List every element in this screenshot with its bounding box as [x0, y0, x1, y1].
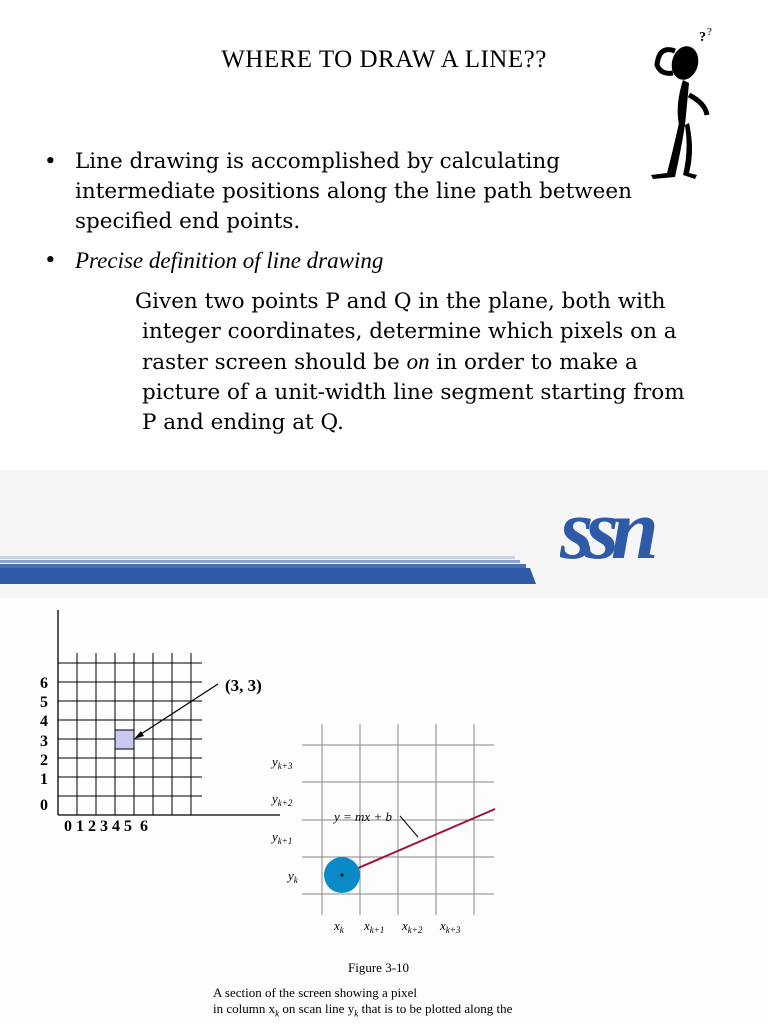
highlighted-pixel: [115, 730, 134, 749]
svg-text:xk+3: $x_{k+3}$: [440, 918, 461, 935]
svg-text:ssn: ssn: [560, 494, 651, 566]
svg-text:xk+1: $x_{k+1}$: [364, 918, 385, 935]
bullet-2-text: Precise definition of line drawing: [75, 248, 384, 273]
definition-line-2: integer coordinates, determine which pixels on a: [142, 319, 677, 344]
svg-text:?: ?: [707, 26, 712, 38]
grid-lines: [58, 610, 280, 815]
caption-rest: that is to be plotted along the: [358, 1001, 513, 1016]
svg-text:?: ?: [699, 30, 706, 45]
svg-text:1: 1: [40, 771, 48, 788]
svg-text:4: 4: [40, 713, 48, 730]
x-axis-labels: 0 1 2 3 4 5 6: [64, 818, 148, 835]
definition-line-3-post: in order to make a: [429, 350, 638, 375]
definition-emphasis: on: [406, 349, 430, 374]
bullet-dot: •: [44, 248, 57, 273]
x-column-labels: [333, 918, 461, 935]
figure-caption: [213, 985, 633, 1022]
callout-label: (3, 3): [225, 676, 262, 695]
definition-line-1: Given two points P and Q in the plane, both with: [135, 289, 666, 314]
caption-line-1: A section of the screen showing a pixel: [213, 985, 417, 1000]
definition-line-5: P and ending at Q.: [142, 410, 344, 435]
equation-pointer: [400, 816, 418, 837]
svg-text:5: 5: [40, 694, 48, 711]
svg-text:yk+1: $y_{k+1}$: [272, 829, 293, 846]
svg-text:yk+2: $y_{k+2}$: [272, 791, 293, 808]
callout-arrow: [138, 684, 218, 736]
y-scan-labels: [270, 754, 299, 885]
svg-text:xk: $x_k$: [334, 918, 344, 935]
slide-title: WHERE TO DRAW A LINE??: [221, 46, 547, 73]
svg-text:yk: $y_k$: [288, 868, 298, 885]
svg-text:yk+3: $y_{k+3}$: [272, 754, 293, 771]
svg-text:xk+2: $x_{k+2}$: [402, 918, 423, 935]
definition-line-3: [135, 347, 735, 378]
definition-line-3-pre: raster screen should be: [142, 350, 407, 375]
caption-column: in column x: [213, 1001, 276, 1016]
bullet-dot: •: [44, 149, 57, 174]
y-axis-labels: [40, 675, 48, 814]
definition-paragraph: [135, 287, 735, 438]
caption-scanline: on scan line y: [279, 1001, 355, 1016]
ssn-logo: [560, 494, 730, 566]
svg-text:0: 0: [40, 797, 48, 814]
svg-text:6: 6: [40, 675, 48, 692]
definition-line-4: picture of a unit-width line segment starting from: [142, 380, 685, 405]
bullet-1-text: Line drawing is accomplished by calculating intermediate positions along the line path between specified end points.: [75, 149, 632, 234]
svg-text:2: 2: [40, 752, 48, 769]
svg-text:3: 3: [40, 733, 48, 750]
figure-label: Figure 3-10: [348, 960, 410, 975]
caption-line-2: in column $x_k$ on scan line $y_k$ that is to be plotted along the: [213, 1001, 513, 1019]
line-plot-figure: [260, 720, 520, 950]
equation-label: y = mx + b: [334, 809, 392, 824]
